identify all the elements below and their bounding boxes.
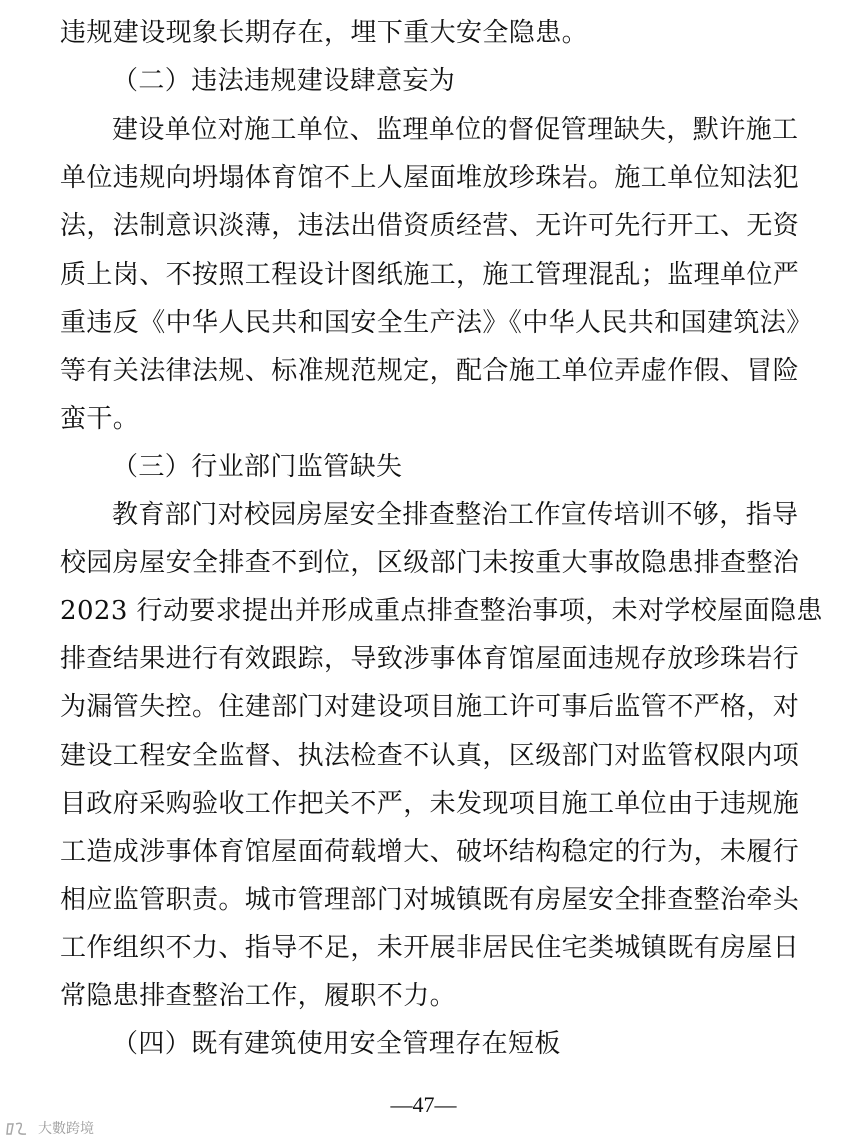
paragraph-line: 法，法制意识淡薄，违法出借资质经营、无许可先行开工、无资 [60, 211, 800, 241]
paragraph-line: 质上岗、不按照工程设计图纸施工，施工管理混乱；监理单位严 [60, 260, 800, 290]
paragraph-line: 为漏管失控。住建部门对建设项目施工许可事后监管不严格，对 [60, 692, 800, 722]
paragraph-line: 建设工程安全监督、执法检查不认真，区级部门对监管权限内项 [60, 741, 800, 771]
paragraph-line: 教育部门对校园房屋安全排查整治工作宣传培训不够，指导 [112, 500, 799, 530]
paragraph-line: 常隐患排查整治工作，履职不力。 [60, 981, 457, 1011]
paragraph-line: 校园房屋安全排查不到位，区级部门未按重大事故隐患排查整治 [60, 548, 800, 578]
section-heading: （二）违法违规建设肆意妄为 [112, 66, 456, 96]
paragraph-line: 等有关法律法规、标准规范规定，配合施工单位弄虚作假、冒险 [60, 356, 800, 386]
paragraph-line: 相应监管职责。城市管理部门对城镇既有房屋安全排查整治牵头 [60, 885, 800, 915]
paragraph-line: 违规建设现象长期存在，埋下重大安全隐患。 [60, 18, 589, 48]
paragraph-line: 排查结果进行有效跟踪，导致涉事体育馆屋面违规存放珍珠岩行 [60, 644, 800, 674]
paragraph-line: 建设单位对施工单位、监理单位的督促管理缺失，默许施工 [112, 115, 799, 145]
paragraph-line: 目政府采购验收工作把关不严，未发现项目施工单位由于违规施 [60, 789, 800, 819]
page-number: —47— [390, 1092, 457, 1117]
brand-logo-icon [6, 1121, 34, 1137]
section-heading: （四）既有建筑使用安全管理存在短板 [112, 1029, 561, 1059]
watermark-text: 大數跨境 [38, 1121, 94, 1137]
paragraph-line: 2023 行动要求提出并形成重点排查整治事项，未对学校屋面隐患 [60, 596, 823, 626]
section-heading: （三）行业部门监管缺失 [112, 452, 403, 482]
paragraph-line: 重违反《中华人民共和国安全生产法》《中华人民共和国建筑法》 [60, 308, 813, 338]
paragraph-line: 工作组织不力、指导不足，未开展非居民住宅类城镇既有房屋日 [60, 933, 800, 963]
paragraph-line: 工造成涉事体育馆屋面荷载增大、破坏结构稳定的行为，未履行 [60, 837, 800, 867]
watermark [6, 1120, 94, 1138]
paragraph-line: 单位违规向坍塌体育馆不上人屋面堆放珍珠岩。施工单位知法犯 [60, 163, 800, 193]
paragraph-line: 蛮干。 [60, 404, 140, 434]
